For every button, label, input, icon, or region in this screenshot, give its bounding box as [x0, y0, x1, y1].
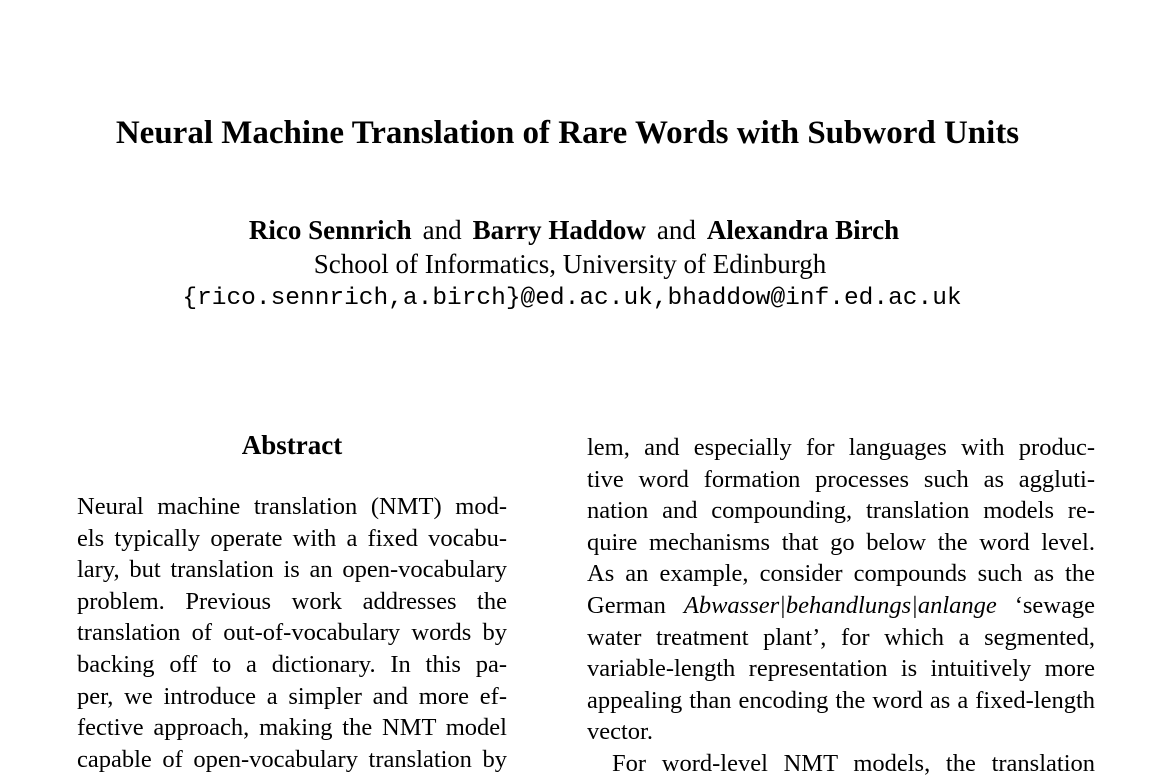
- author-list: [0, 214, 1148, 247]
- text-line: For word-level NMT models, the translation: [612, 749, 1095, 777]
- author-separator: and: [422, 215, 462, 245]
- text-line: per, we introduce a simpler and more ef-: [77, 682, 507, 710]
- author-emails: {rico.sennrich,a.birch}@ed.ac.uk,bhaddow@inf.ed.ac.uk: [182, 285, 962, 312]
- text-line: lary, but translation is an open-vocabulary: [77, 556, 507, 584]
- text-line: nation and compounding, translation models re-: [587, 497, 1095, 525]
- intro-body: [587, 432, 1095, 780]
- author-name: Alexandra Birch: [706, 215, 900, 245]
- text-line: els typically operate with a fixed vocabu-: [77, 524, 507, 552]
- text-line: quire mechanisms that go below the word level.: [587, 528, 1095, 556]
- text-line: capable of open-vocabulary translation by: [77, 745, 507, 773]
- author-name: Rico Sennrich: [248, 215, 412, 245]
- text-line: appealing than encoding the word as a fixed-length: [587, 686, 1095, 714]
- text-line: water treatment plant’, for which a segmented,: [587, 623, 1095, 651]
- text-line: As an example, consider compounds such as the: [587, 560, 1095, 588]
- paper-title: Neural Machine Translation of Rare Words with Subword Units: [115, 115, 1020, 151]
- text-line: variable-length representation is intuitively more: [587, 655, 1095, 683]
- abstract-body: [77, 491, 507, 775]
- text-line: translation of out-of-vocabulary words by: [77, 619, 507, 647]
- text-fragment: ‘sewage: [996, 591, 1095, 619]
- text-line: problem. Previous work addresses the: [77, 587, 507, 615]
- compound-word-example: Abwasser|behandlungs|anlange: [683, 591, 997, 619]
- text-line: tive word formation processes such as aggluti-: [587, 465, 1095, 493]
- text-line-compound-example: [587, 590, 1095, 622]
- author-separator: and: [656, 215, 696, 245]
- text-line: vector.: [587, 718, 653, 746]
- affiliation: School of Informatics, University of Edinburgh: [313, 249, 827, 279]
- text-line: backing off to a dictionary. In this pa-: [77, 650, 507, 678]
- text-line: lem, and especially for languages with produc-: [587, 434, 1095, 461]
- author-name: Barry Haddow: [472, 215, 646, 245]
- text-line: fective approach, making the NMT model: [77, 714, 507, 742]
- text-line: Neural machine translation (NMT) mod-: [77, 493, 507, 520]
- abstract-heading: Abstract: [241, 430, 343, 460]
- text-fragment: German: [587, 591, 684, 619]
